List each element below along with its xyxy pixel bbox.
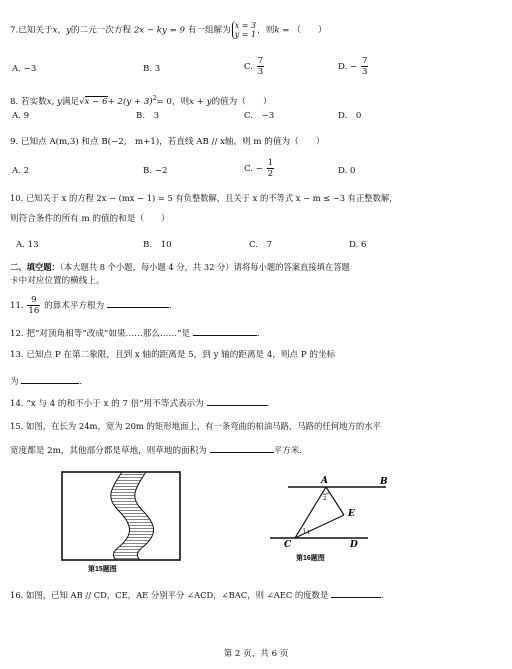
question-13-line-2 <box>10 374 82 388</box>
fig16-label-b: B <box>380 477 388 487</box>
q7-d-den: 3 <box>361 67 368 77</box>
question-15-line-1: 15. 如图，在长为 24m，宽为 20m 的矩形地面上，有一条弯曲的柏油马路，马路的任何地方的水平 <box>10 421 382 431</box>
q7-k: k = <box>274 25 290 36</box>
q10-option-d: D. 6 <box>349 240 367 250</box>
fig16-angle-2-arc <box>323 493 329 494</box>
q7-d-num: 7 <box>361 56 368 66</box>
q11-end: . <box>168 301 172 311</box>
fig16-label-2: 2 <box>323 496 327 502</box>
q14-end: . <box>266 399 270 409</box>
q8-sqrt-sign: √ <box>79 96 85 107</box>
q7-equation: 2x − ky = 9 <box>133 25 186 36</box>
fig16-label-e: E <box>348 509 355 519</box>
q11-text: 的算术平方根为 <box>44 301 105 311</box>
q14-answer-blank[interactable] <box>207 396 267 406</box>
question-8 <box>10 93 272 108</box>
q7-number: 7. <box>10 25 19 36</box>
q7-text-pre: 已知关于 <box>18 25 53 36</box>
question-12 <box>10 326 260 340</box>
q14-text: 14. “x 与 4 的和不小于 x 的 7 倍”用不等式表示为 <box>10 399 204 409</box>
q7-sys-line1: x = 3 <box>234 21 257 30</box>
q10-option-b: B. 10 <box>143 240 172 250</box>
q7-text-tail: ，则 <box>257 25 275 36</box>
q8-radicand: x − 6 <box>84 96 108 107</box>
q8-sum: x + y <box>189 96 212 107</box>
q9-c-num: 1 <box>267 158 274 168</box>
section-fill-in <box>10 262 350 273</box>
question-10-line-2: 则符合条件的所有 m 的值的和是（ ） <box>10 214 170 224</box>
q8-option-a: A. 9 <box>12 111 30 121</box>
fig16-label-d: D <box>350 540 358 550</box>
q16-answer-blank[interactable] <box>331 588 381 598</box>
fig16-label-a: A <box>321 476 328 486</box>
q10-option-c: C. 7 <box>249 240 273 250</box>
q8-text-e: 的值为（ ） <box>211 96 272 107</box>
q13-text: 为 <box>10 377 19 387</box>
q15-text: 宽度都是 2m，其他部分都是草地，则草地的面积为 <box>10 446 207 456</box>
figure-16 <box>268 470 398 570</box>
q7-option-b: B. 3 <box>143 64 161 74</box>
fig16-label-1: 1 <box>307 530 311 536</box>
q7-option-a: A. −3 <box>12 64 37 74</box>
question-11 <box>10 295 172 316</box>
q9-option-b: B. −2 <box>143 166 168 176</box>
fig16-label-c: C <box>284 540 292 550</box>
q7-text-mid: 的二元一次方程 <box>70 25 132 36</box>
question-13-line-1: 13. 已知点 P 在第二象限，且到 x 轴的距离是 5，到 y 轴的距离是 4，则点 P 的坐标 <box>10 350 336 360</box>
q8-text-b: 满足 <box>61 96 80 107</box>
q11-frac-den: 16 <box>28 306 40 316</box>
q7-option-c-label: C. <box>244 62 254 72</box>
question-14 <box>10 396 269 410</box>
q11-answer-blank[interactable] <box>107 298 169 308</box>
q12-end: . <box>256 329 260 339</box>
q9-option-a: A. 2 <box>12 166 30 176</box>
q7-var-y: y <box>66 25 71 36</box>
q12-text: 12. 把“对顶角相等”改成“如果……那么……”是 <box>10 329 191 339</box>
q8-option-d: D. 0 <box>338 111 362 121</box>
section-desc-2: 卡中对应位置的横线上。 <box>10 276 105 286</box>
q8-text-c: + 2(y + 3) <box>107 96 153 107</box>
q7-c-den: 3 <box>257 67 264 77</box>
question-16 <box>10 588 384 601</box>
q12-answer-blank[interactable] <box>193 326 257 336</box>
q8-option-c: C. −3 <box>244 111 275 121</box>
q7-var-x: x <box>52 25 58 36</box>
q8-exponent: 2 <box>152 95 157 102</box>
q10-option-a: A. 13 <box>16 240 39 250</box>
q13-end: . <box>79 377 83 387</box>
section-title: 二、填空题： <box>10 262 60 272</box>
q11-number: 11. <box>10 301 24 311</box>
q7-text-post: 有一组解为 <box>187 25 231 36</box>
q9-c-den: 2 <box>267 169 274 179</box>
q7-c-num: 7 <box>257 56 264 66</box>
q7-option-c <box>244 56 265 77</box>
q8-vars: x, y <box>46 96 62 107</box>
q16-text: 16. 如图，已知 AB // CD，CE，AE 分别平分 ∠ACD，∠BAC，则 ∠AEC 的度数是 <box>10 590 329 600</box>
question-10-line-1: 10. 已知关于 x 的方程 2x − (mx − 1) = 5 有负整数解，且关于 x 的不等式 x − m ≤ −3 有正整数解， <box>10 193 398 203</box>
figure-15 <box>60 470 190 575</box>
q7-option-d <box>338 56 369 77</box>
q11-frac-num: 9 <box>27 295 40 306</box>
q8-option-b: B. 3 <box>136 111 160 121</box>
fig16-segment-ae <box>326 487 344 515</box>
page-footer: 第 2 页，共 6 页 <box>223 649 289 659</box>
q15-answer-blank[interactable] <box>210 443 274 453</box>
fig16-angle-1-arc <box>304 528 305 533</box>
q13-answer-blank[interactable] <box>21 374 79 384</box>
q9-option-c <box>244 158 275 179</box>
q16-end: . <box>381 590 384 600</box>
q15-end: 平方米. <box>273 446 303 456</box>
q8-text-d: = 0，则 <box>156 96 190 107</box>
q7-comma: ， <box>57 25 67 36</box>
q9-option-d: D. 0 <box>338 166 356 176</box>
q9-option-c-fraction <box>267 158 274 179</box>
section-desc-1: （本大题共 8 个小题，每小题 4 分，共 32 分）请将每小题的答案直接填在答题 <box>59 262 350 272</box>
fig15-road <box>111 472 154 560</box>
fig15-caption: 第15题图 <box>88 566 117 573</box>
q7-solution-system <box>232 21 256 39</box>
q7-option-c-fraction <box>257 56 264 77</box>
question-9: 9. 已知点 A(m,3) 和点 B(−2, m+1)，若直线 AB // x轴，则 m 的值为（ ） <box>10 137 325 147</box>
q7-sys-line2: y = 1 <box>234 30 257 39</box>
q11-fraction <box>27 295 40 316</box>
fig16-caption: 第16题图 <box>296 555 325 562</box>
question-15-line-2 <box>10 443 302 457</box>
q7-option-d-label: D. − <box>338 62 358 72</box>
q7-answer-paren: （ ） <box>292 25 327 36</box>
q8-text-a: 8. 若实数 <box>10 96 47 107</box>
q9-option-c-label: C. − <box>244 164 263 174</box>
q7-option-d-fraction <box>361 56 368 77</box>
question-7 <box>10 21 327 39</box>
